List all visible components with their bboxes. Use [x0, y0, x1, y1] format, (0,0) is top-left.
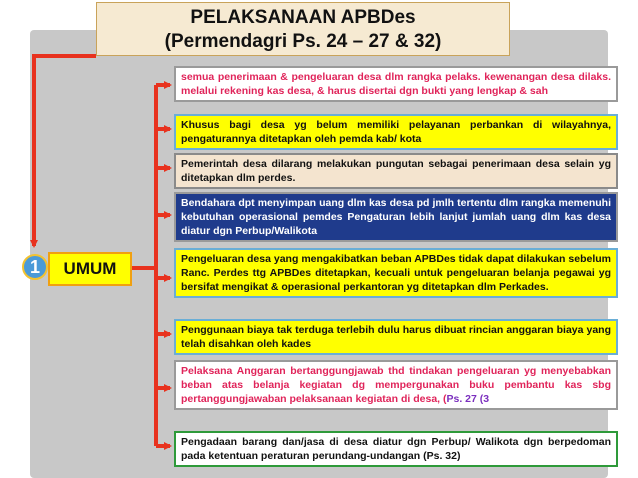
item-box-7	[174, 360, 618, 410]
item-text-4: Bendahara dpt menyimpan uang dlm kas desa pd jmlh tertentu dlm rangka memenuhi kebutuhan operasional pemdes Pengaturan lebih lanjut jumlah uang dlm kas desa diatur dgn Perbup/Walikota	[181, 197, 611, 237]
item-text-8: Pengadaan barang dan/jasa di desa diatur dgn Perbup/ Walikota dgn berpedoman pada ketentuan peraturan perundang-undangan (Ps. 32)	[181, 436, 611, 462]
item-7-reference: Ps. 27 (3	[446, 393, 490, 405]
item-text-1: semua penerimaan & pengeluaran desa dlm rangka pelaks. kewenangan desa dilaks. melalui rekening kas desa, & harus disertai dgn bukti yang lengkap & sah	[181, 71, 611, 97]
item-box-6	[174, 319, 618, 355]
slide-title	[96, 2, 510, 56]
item-text-7: Pelaksana Anggaran bertanggungjawab thd tindakan pengeluaran yg menyebabkan beban atas belanja kegiatan dg mempergunakan buku pembantu kas sbg pertanggungjawaban pelaksanaan kegiatan di desa, (	[181, 365, 611, 405]
item-box-5	[174, 248, 618, 298]
section-number-badge: 1	[22, 254, 48, 280]
section-label-umum: UMUM	[48, 252, 132, 286]
item-box-4	[174, 192, 618, 242]
title-line-1: PELAKSANAAN APBDes	[190, 7, 416, 28]
item-box-3	[174, 153, 618, 189]
item-text-6: Penggunaan biaya tak terduga terlebih dulu harus dibuat rincian anggaran biaya yang telah disahkan oleh kades	[181, 324, 611, 350]
item-text-5: Pengeluaran desa yang mengakibatkan beban APBDes tidak dapat dilakukan sebelum Ranc. Perdes ttg APBDes ditetapkan, kecuali untuk pengeluaran belanja pegawai yg bersifat mengikat & operasional perkantoran yg ditetapkan dlm Perkades.	[181, 253, 611, 293]
item-box-8	[174, 431, 618, 467]
title-line-2: (Permendagri Ps. 24 – 27 & 32)	[164, 31, 442, 52]
item-text-2: Khusus bagi desa yg belum memiliki pelayanan perbankan di wilayahnya, pengaturannya ditetapkan oleh pemda kab/ kota	[181, 119, 611, 145]
item-box-2	[174, 114, 618, 150]
item-text-3: Pemerintah desa dilarang melakukan pungutan sebagai penerimaan desa selain yg ditetapkan dlm perdes.	[181, 158, 611, 184]
item-box-1	[174, 66, 618, 102]
